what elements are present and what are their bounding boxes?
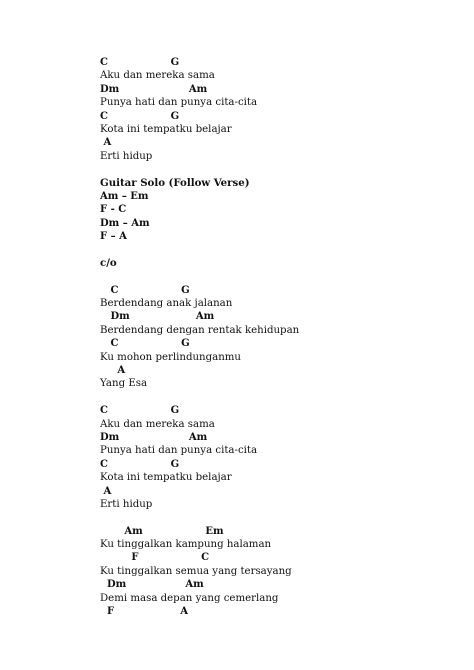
chord-line: F – A: [100, 231, 127, 243]
lyric-line: Ku mohon perlindunganmu: [100, 351, 241, 363]
section-heading: c/o: [100, 256, 117, 269]
lyric-line: Punya hati dan punya cita-cita: [100, 97, 258, 109]
blank-line: [100, 270, 440, 283]
chord-line: C G: [100, 110, 180, 122]
lyric-line: Erti hidup: [100, 498, 153, 510]
chord-line: Dm Am: [100, 579, 204, 591]
blank-line: [100, 391, 440, 404]
lyric-line: Ku tinggalkan semua yang tersayang: [100, 565, 292, 577]
chord-line: F - C: [100, 204, 127, 216]
lyric-line: Erti hidup: [100, 150, 153, 162]
chord-line: F A: [100, 606, 188, 618]
chord-line: C G: [100, 405, 180, 417]
lyric-line: Kota ini tempatku belajar: [100, 472, 232, 484]
lyric-line: Demi masa depan yang cemerlang: [100, 592, 279, 604]
blank-line: [100, 163, 440, 176]
chord-line: C G: [100, 458, 180, 470]
chord-line: A: [100, 485, 112, 497]
chord-line: Am – Em: [100, 190, 149, 202]
lyric-line: Yang Esa: [100, 378, 148, 390]
chord-line: F C: [100, 552, 210, 564]
chord-line: A: [100, 364, 126, 376]
chord-sheet: [100, 56, 440, 618]
lyric-line: Berdendang dengan rentak kehidupan: [100, 324, 300, 336]
blank-line: [100, 243, 440, 256]
chord-line: Am Em: [100, 525, 224, 537]
section-heading: Guitar Solo (Follow Verse): [100, 176, 250, 189]
lyric-line: Kota ini tempatku belajar: [100, 123, 232, 135]
chord-line: A: [100, 137, 112, 149]
lyric-line: Punya hati dan punya cita-cita: [100, 445, 258, 457]
chord-line: Dm Am: [100, 311, 215, 323]
lyric-line: Aku dan mereka sama: [100, 70, 215, 82]
chord-line: Dm – Am: [100, 217, 150, 229]
chord-line: C G: [100, 57, 180, 68]
lyric-line: Berdendang anak jalanan: [100, 298, 233, 310]
lyric-line: Ku tinggalkan kampung halaman: [100, 539, 272, 551]
chord-line: Dm Am: [100, 431, 208, 443]
blank-line: [100, 511, 440, 524]
lyric-line: Aku dan mereka sama: [100, 418, 215, 430]
chord-line: Dm Am: [100, 83, 208, 95]
chord-line: C G: [100, 284, 190, 296]
chord-line: C G: [100, 338, 190, 350]
